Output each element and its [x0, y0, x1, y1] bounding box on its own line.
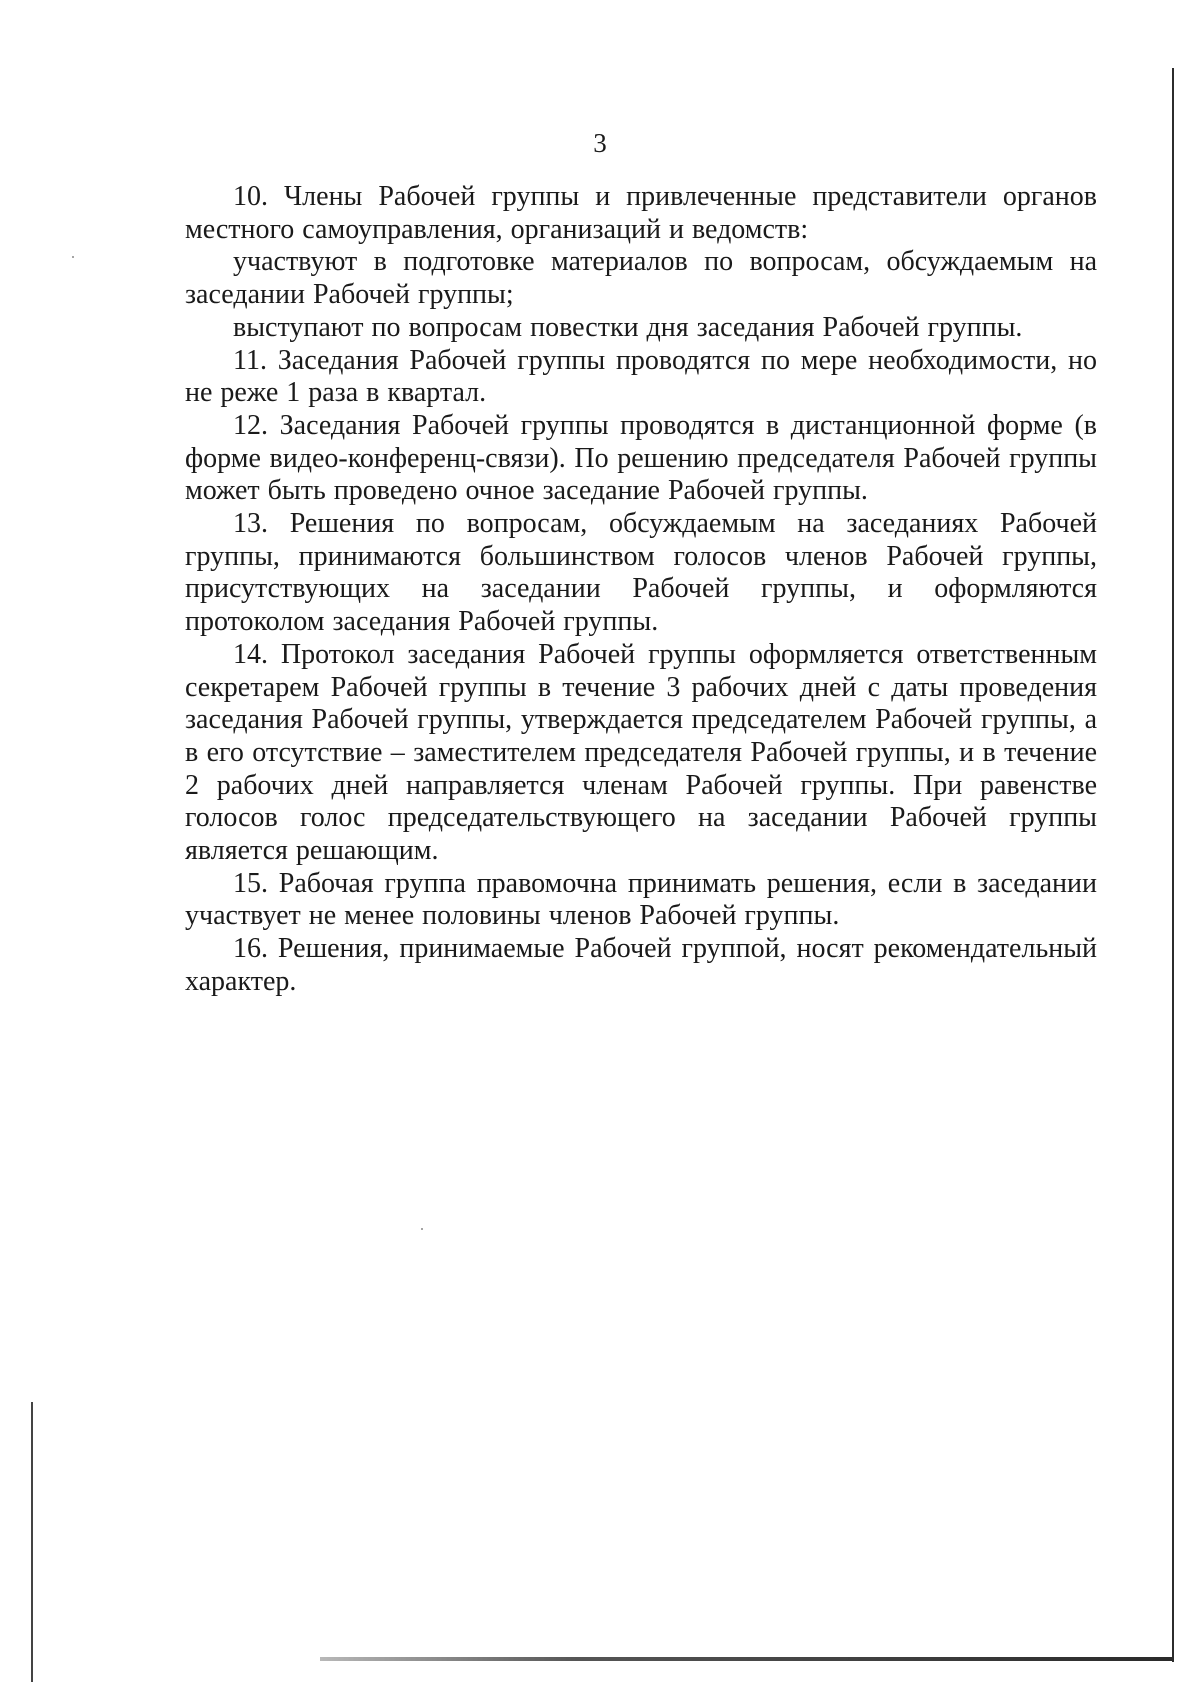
- scan-edge-right: [1172, 68, 1174, 1662]
- paragraph-13: 13. Решения по вопросам, обсуждаемым на заседаниях Рабочей группы, принимаются большинством голосов членов Рабочей группы, присутствующих на заседании Рабочей группы, и оформляются протоколом заседания Рабочей группы.: [185, 508, 1097, 638]
- scan-edge-bottom: [320, 1657, 1172, 1661]
- paragraph-14: 14. Протокол заседания Рабочей группы оформляется ответственным секретарем Рабочей группы в течение 3 рабочих дней с даты проведения заседания Рабочей группы, утверждается председателем Рабочей группы, а в его отсутствие – заместителем председателя Рабочей группы, и в течение 2 рабочих дней направляется членам Рабочей группы. При равенстве голосов голос председательствующего на заседании Рабочей группы является решающим.: [185, 638, 1097, 867]
- scan-edge-left: [31, 1402, 33, 1682]
- document-body: [185, 181, 1097, 999]
- scan-speck: [421, 1228, 423, 1230]
- paragraph-10: 10. Члены Рабочей группы и привлеченные представители органов местного самоуправления, организаций и ведомств:: [185, 181, 1097, 245]
- scan-speck: [72, 256, 74, 258]
- paragraph-11: 11. Заседания Рабочей группы проводятся по мере необходимости, но не реже 1 раза в квартал.: [185, 344, 1097, 409]
- page-number: 3: [593, 128, 607, 158]
- paragraph-15: 15. Рабочая группа правомочна принимать решения, если в заседании участвует не менее половины членов Рабочей группы.: [185, 867, 1097, 932]
- paragraph-16: 16. Решения, принимаемые Рабочей группой, носят рекомендательный характер.: [185, 933, 1097, 997]
- paragraph-10-item-2: выступают по вопросам повестки дня заседания Рабочей группы.: [233, 311, 1023, 343]
- paragraph-12: 12. Заседания Рабочей группы проводятся в дистанционной форме (в форме видео-конференц-связи). По решению председателя Рабочей группы может быть проведено очное заседание Рабочей группы.: [185, 409, 1097, 507]
- paragraph-10-item-1: участвуют в подготовке материалов по вопросам, обсуждаемым на заседании Рабочей группы;: [185, 246, 1097, 311]
